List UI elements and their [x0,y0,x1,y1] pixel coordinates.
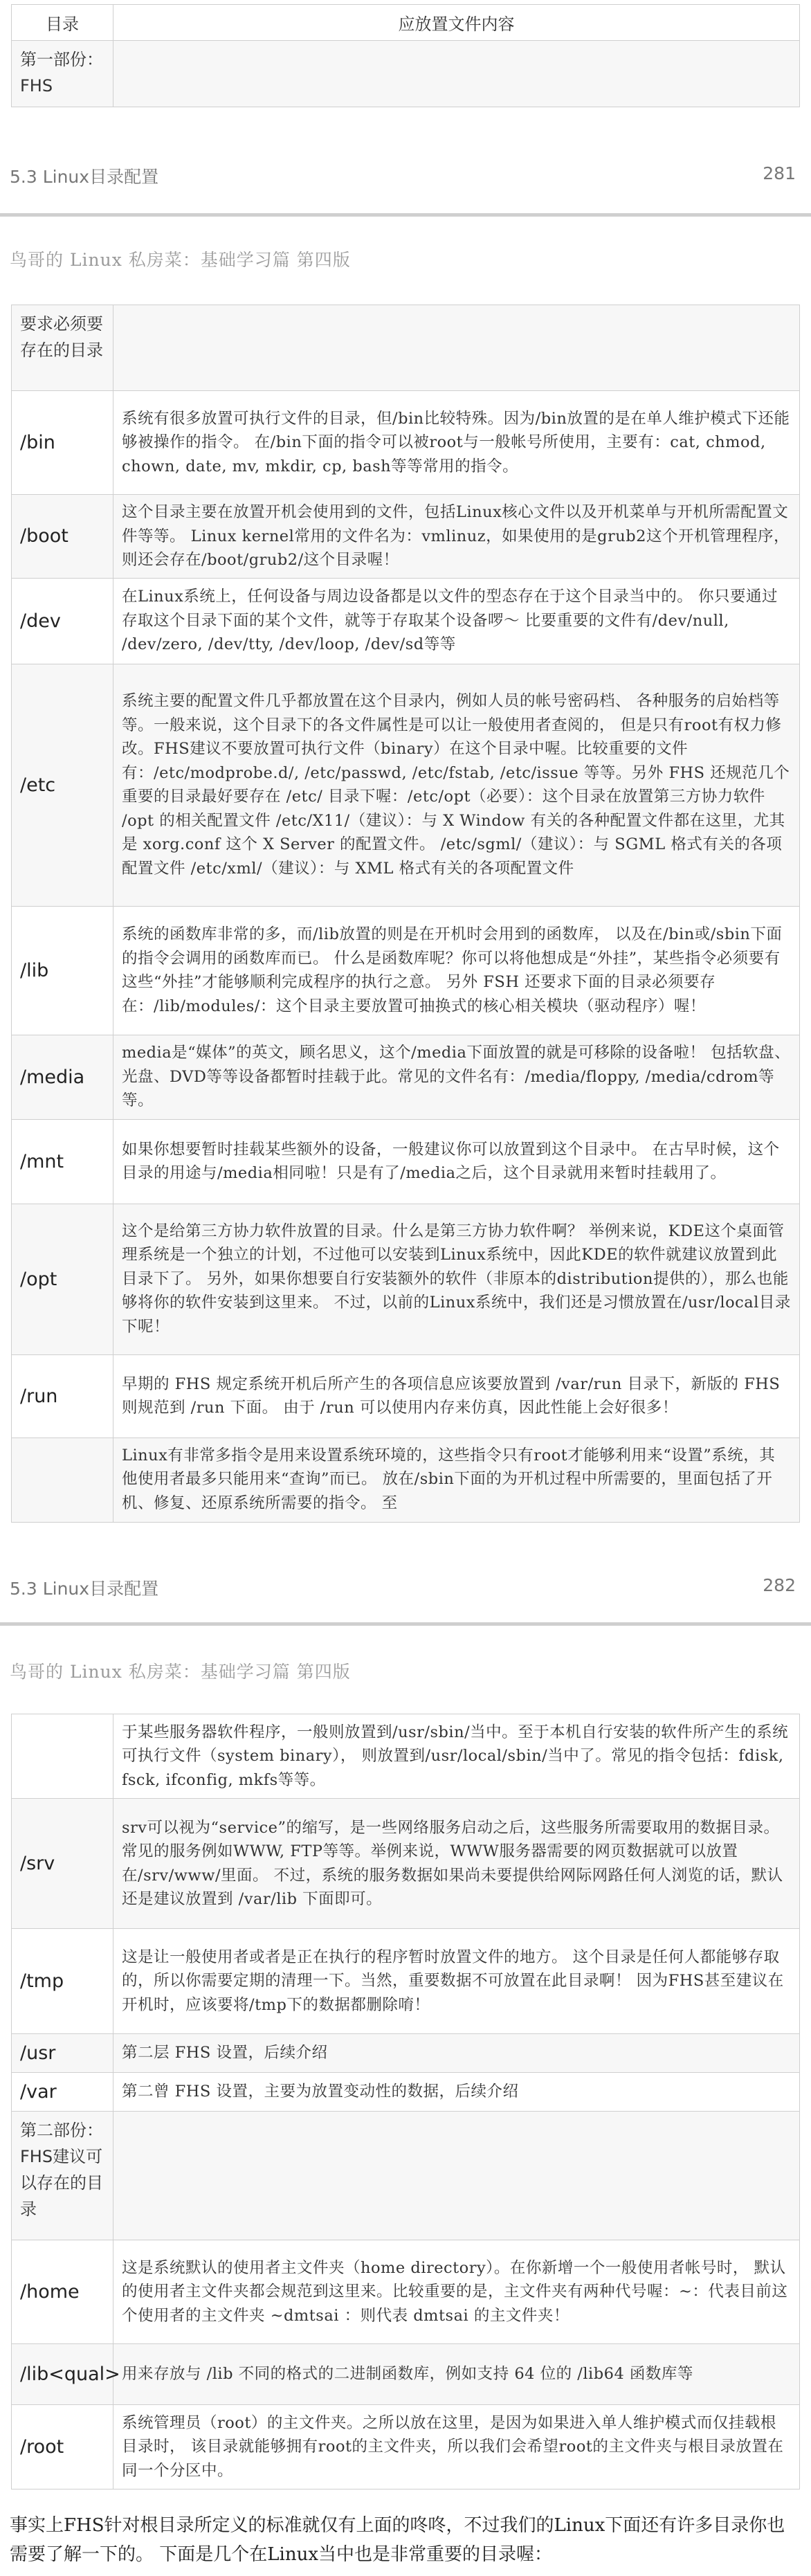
table-row [12,1929,800,2034]
category-row [12,41,800,107]
directory-cell: /bin [12,391,113,495]
page-separator [0,213,811,217]
table-row [12,2405,800,2489]
directory-cell: /tmp [12,1929,113,2034]
fhs-table-top [11,4,800,107]
table-row [12,1437,800,1522]
directory-cell: /media [12,1035,113,1119]
description-cell: 这是系统默认的使用者主文件夹（home directory）。在你新增一个一般使用者帐号时， 默认的使用者主文件夹都会规范到这里来。比较重要的是，主文件夹有两种代号喔：~：代表目前这个使用者的主文件夹 ~dmtsai ：则代表 dmtsai 的主文件夹！ [113,2240,800,2344]
description-cell: 这是让一般使用者或者是正在执行的程序暂时放置文件的地方。 这个目录是任何人都能够存取的，所以你需要定期的清理一下。当然，重要数据不可放置在此目录啊！ 因为FHS甚至建议在开机时，应该要将/tmp下的数据都删除唷！ [113,1929,800,2034]
description-cell: 如果你想要暂时挂载某些额外的设备，一般建议你可以放置到这个目录中。 在古早时候，这个目录的用途与/media相同啦！只是有了/media之后，这个目录就用来暂时挂载用了。 [113,1119,800,1204]
directory-cell: /lib [12,906,113,1035]
table-row [12,1714,800,1799]
category-cell: 第二部份：FHS建议可以存在的目录 [12,2112,113,2240]
description-cell: 系统管理员（root）的主文件夹。之所以放在这里，是因为如果进入单人维护模式而仅挂载根目录时， 该目录就能够拥有root的主文件夹，所以我们会希望root的主文件夹与根目录放置在同一个分区中。 [113,2405,800,2489]
directory-cell: /run [12,1354,113,1437]
empty-cell [113,2112,800,2240]
directory-cell: /dev [12,578,113,664]
table-row [12,906,800,1035]
category-row [12,2112,800,2240]
directory-cell: /mnt [12,1119,113,1204]
directory-cell: /root [12,2405,113,2489]
page-number: 281 [763,163,796,183]
description-cell: 在Linux系统上，任何设备与周边设备都是以文件的型态存在于这个目录当中的。 你只要通过存取这个目录下面的某个文件，就等于存取某个设备啰～ 比要重要的文件有/dev/null, /dev/zero, /dev/tty, /dev/loop, /dev/sd等等 [113,578,800,664]
description-cell: 这个目录主要在放置开机会使用到的文件，包括Linux核心文件以及开机菜单与开机所需配置文件等等。 Linux kernel常用的文件名为：vmlinuz，如果使用的是grub2这个开机管理程序， 则还会存在/boot/grub2/这个目录喔！ [113,495,800,579]
description-cell: srv可以视为“service”的缩写，是一些网络服务启动之后，这些服务所需要取用的数据目录。 常见的服务例如WWW, FTP等等。举例来说，WWW服务器需要的网页数据就可以放置在/srv/www/里面。 不过，系统的服务数据如果尚未要提供给网际网路任何人浏览的话，默认还是建议放置到 /var/lib 下面即可。 [113,1799,800,1929]
directory-cell: /opt [12,1204,113,1354]
fhs-table-page2 [11,305,800,1523]
table-row [12,495,800,579]
description-cell: 第二曾 FHS 设置，主要为放置变动性的数据，后续介绍 [113,2073,800,2112]
table-row [12,2034,800,2073]
column-header-directory: 目录 [12,5,113,41]
table-row [12,1799,800,1929]
table-row [12,2073,800,2112]
page-separator [0,1622,811,1626]
description-cell: 系统主要的配置文件几乎都放置在这个目录内，例如人员的帐号密码档、 各种服务的启始档等等。一般来说，这个目录下的各文件属性是可以让一般使用者查阅的， 但是只有root有权力修改。FHS建议不要放置可执行文件（binary）在这个目录中喔。比较重要的文件有：/etc/modprobe.d/, /etc/passwd, /etc/fstab, /etc/issue 等等。另外 FHS 还规范几个重要的目录最好要存在 /etc/ 目录下喔：/etc/opt（必要）：这个目录在放置第三方协力软件 /opt 的相关配置文件 /etc/X11/（建议）：与 X Window 有关的各种配置文件都在这里，尤其是 xorg.conf 这个 X Server 的配置文件。 /etc/sgml/（建议）：与 SGML 格式有关的各项配置文件 /etc/xml/（建议）：与 XML 格式有关的各项配置文件 [113,664,800,906]
directory-cell: /var [12,2073,113,2112]
directory-cell: /lib<qual> [12,2344,113,2405]
description-cell: Linux有非常多指令是用来设置系统环境的，这些指令只有root才能够利用来“设置”系统，其他使用者最多只能用来“查询”而已。 放在/sbin下面的为开机过程中所需要的，里面包括了开机、修复、还原系统所需要的指令。 至 [113,1437,800,1522]
directory-cell: /etc [12,664,113,906]
footer-section-title: 5.3 Linux目录配置 [10,167,159,187]
column-header-content: 应放置文件内容 [113,5,800,41]
category-cell: 第一部份：FHS [12,41,113,107]
table-header-row [12,5,800,41]
description-cell: 于某些服务器软件程序，一般则放置到/usr/sbin/当中。至于本机自行安装的软件所产生的系统可执行文件（system binary）， 则放置到/usr/local/sbin/当中了。常见的指令包括：fdisk, fsck, ifconfig, mkfs等等。 [113,1714,800,1799]
table-row [12,2240,800,2344]
page-footer [10,163,801,188]
footer-section-title: 5.3 Linux目录配置 [10,1579,159,1599]
description-cell: 早期的 FHS 规定系统开机后所产生的各项信息应该要放置到 /var/run 目录下，新版的 FHS 则规范到 /run 下面。 由于 /run 可以使用内存来仿真，因此性能上会好很多！ [113,1354,800,1437]
description-cell: 系统有很多放置可执行文件的目录，但/bin比较特殊。因为/bin放置的是在单人维护模式下还能够被操作的指令。 在/bin下面的指令可以被root与一般帐号所使用，主要有：cat, chmod, chown, date, mv, mkdir, cp, bash等等常用的指令。 [113,391,800,495]
directory-cell: /boot [12,495,113,579]
empty-cell [113,41,800,107]
table-row [12,1354,800,1437]
page-header: 鸟哥的 Linux 私房菜：基础学习篇 第四版 [10,250,351,270]
table-row [12,1119,800,1204]
page-number: 282 [763,1575,796,1595]
category-row [12,305,800,391]
table-row [12,391,800,495]
directory-cell: /srv [12,1799,113,1929]
description-cell: 系统的函数库非常的多，而/lib放置的则是在开机时会用到的函数库， 以及在/bin或/sbin下面的指令会调用的函数库而已。 什么是函数库呢？你可以将他想成是“外挂”，某些指令必须要有这些“外挂”才能够顺利完成程序的执行之意。 另外 FSH 还要求下面的目录必须要存在：/lib/modules/：这个目录主要放置可抽换式的核心相关模块（驱动程序）喔！ [113,906,800,1035]
category-cell: 要求必须要存在的目录 [12,305,113,391]
table-row [12,578,800,664]
body-paragraph: 事实上FHS针对根目录所定义的标准就仅有上面的咚咚，不过我们的Linux下面还有许多目录你也需要了解一下的。 下面是几个在Linux当中也是非常重要的目录喔： [10,2515,785,2565]
directory-cell [12,1437,113,1522]
description-cell: 用来存放与 /lib 不同的格式的二进制函数库，例如支持 64 位的 /lib64 函数库等 [113,2344,800,2405]
table-row [12,2344,800,2405]
table-row [12,1035,800,1119]
directory-cell: /home [12,2240,113,2344]
description-cell: 这个是给第三方协力软件放置的目录。什么是第三方协力软件啊？ 举例来说，KDE这个桌面管理系统是一个独立的计划，不过他可以安装到Linux系统中，因此KDE的软件就建议放置到此目录下了。 另外，如果你想要自行安装额外的软件（非原本的distribution提供的），那么也能够将你的软件安装到这里来。 不过，以前的Linux系统中，我们还是习惯放置在/usr/local目录下呢！ [113,1204,800,1354]
page-header: 鸟哥的 Linux 私房菜：基础学习篇 第四版 [10,1662,351,1682]
description-cell: 第二层 FHS 设置，后续介绍 [113,2034,800,2073]
directory-cell: /usr [12,2034,113,2073]
page-footer [10,1575,801,1600]
description-cell: media是“媒体”的英文，顾名思义，这个/media下面放置的就是可移除的设备啦！ 包括软盘、光盘、DVD等等设备都暂时挂载于此。常见的文件名有：/media/floppy, /media/cdrom等等。 [113,1035,800,1119]
fhs-table-page3 [11,1714,800,2489]
directory-cell [12,1714,113,1799]
table-row [12,1204,800,1354]
empty-cell [113,305,800,391]
table-row [12,664,800,906]
